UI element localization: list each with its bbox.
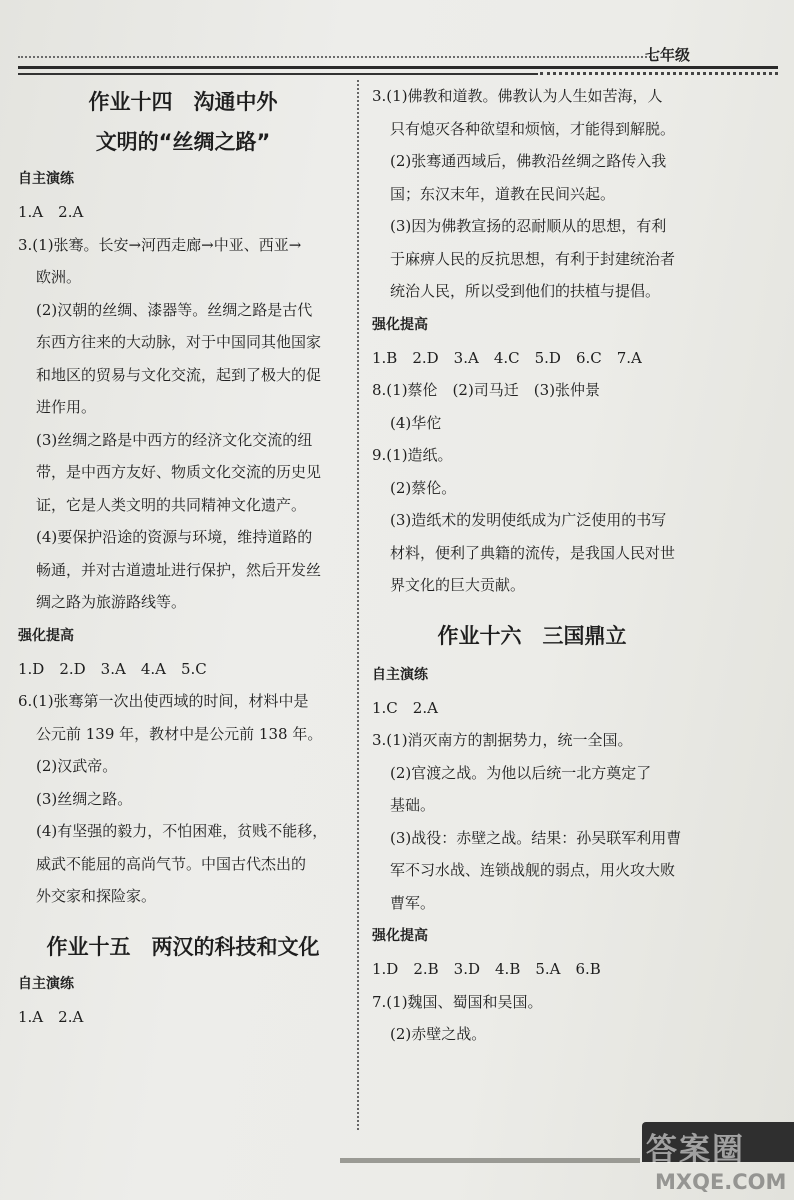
answer-line: (3)因为佛教宣扬的忍耐顺从的思想，有利 [390, 217, 667, 235]
answer-line: 1.D 2.D 3.A 4.A 5.C [18, 659, 207, 678]
answer-line: (2)张骞通西域后，佛教沿丝绸之路传入我 [390, 152, 667, 170]
answer-line: (4)华佗 [390, 413, 442, 432]
answer-line: 军不习水战、连锁战舰的弱点，用火攻大败 [390, 861, 676, 879]
answer-line: 9.(1)造纸。 [372, 446, 453, 464]
answer-line: 界文化的巨大贡献。 [390, 576, 526, 594]
header-dotted-rule [540, 72, 778, 75]
answer-line: 国；东汉末年，道教在民间兴起。 [390, 184, 616, 203]
footer-strip [340, 1158, 640, 1163]
answer-line: (4)有坚强的毅力，不怕困难，贫贱不能移， [36, 822, 328, 840]
answer-line: 统治人民，所以受到他们的扶植与提倡。 [390, 282, 661, 300]
header-rule [18, 66, 778, 69]
watermark-url: MXQE.COM [655, 1170, 787, 1194]
answer-line: 1.B 2.D 3.A 4.C 5.D 6.C 7.A [372, 348, 642, 367]
answer-line: 畅通，并对古道遗址进行保护，然后开发丝 [36, 560, 322, 579]
answer-line: 只有熄灭各种欲望和烦恼，才能得到解脱。 [390, 119, 676, 138]
answer-line: 1.A 2.A [18, 203, 84, 221]
answer-line: 绸之路为旅游路线等。 [36, 593, 187, 611]
answer-line: 3.(1)消灭南方的割据势力，统一全国。 [372, 731, 633, 749]
subheading-advanced: 强化提高 [372, 316, 428, 333]
answer-line: 欧洲。 [36, 268, 82, 286]
answer-line: (2)官渡之战。为他以后统一北方奠定了 [390, 763, 652, 782]
watermark-logo: 答案圈 [646, 1132, 745, 1168]
answer-line: (4)要保护沿途的资源与环境，维持道路的 [36, 528, 313, 546]
answer-line: 1.A 2.A [18, 1007, 84, 1026]
answer-line: (2)赤壁之战。 [390, 1025, 487, 1043]
answer-line: (3)战役：赤壁之战。结果：孙吴联军利用曹 [390, 828, 682, 847]
answer-line: 3.(1)佛教和道教。佛教认为人生如苦海，人 [372, 87, 663, 105]
answer-line: 外交家和探险家。 [36, 887, 157, 905]
answer-line: 东西方往来的大动脉，对于中国同其他国家 [36, 333, 322, 351]
section-title-16: 作业十六 三国鼎立 [437, 623, 627, 648]
answer-line: 曹军。 [390, 893, 436, 912]
answer-line: 公元前 139 年，教材中是公元前 138 年。 [36, 724, 323, 743]
answer-line: 威武不能屈的高尚气节。中国古代杰出的 [36, 854, 307, 873]
header-dotted-line [18, 56, 658, 58]
answer-line: 6.(1)张骞第一次出使西域的时间，材料中是 [18, 692, 309, 710]
header-rule-secondary [18, 73, 538, 75]
left-column [18, 80, 348, 1033]
subheading-advanced: 强化提高 [372, 928, 428, 944]
answer-line: 进作用。 [36, 398, 97, 416]
answer-line: 1.C 2.A [372, 698, 438, 717]
answer-line: 带，是中西方友好、物质文化交流的历史见 [36, 463, 322, 481]
answer-line: 材料，便利了典籍的流传，是我国人民对世 [390, 543, 676, 562]
answer-line: 基础。 [390, 796, 436, 814]
section-title-14-line1: 作业十四 沟通中外 [88, 90, 278, 114]
right-column [372, 80, 692, 1051]
answer-line: 和地区的贸易与文化交流，起到了极大的促 [36, 365, 322, 384]
answer-line: 7.(1)魏国、蜀国和吴国。 [372, 992, 543, 1011]
answer-line: 1.D 2.B 3.D 4.B 5.A 6.B [372, 960, 601, 978]
answer-line: 3.(1)张骞。长安→河西走廊→中亚、西亚→ [18, 235, 302, 254]
answer-line: 于麻痹人民的反抗思想，有利于封建统治者 [390, 249, 676, 268]
section-title-15: 作业十五 两汉的科技和文化 [46, 934, 320, 959]
answer-line: 证，它是人类文明的共同精神文化遗产。 [36, 495, 307, 514]
answer-line: (3)丝绸之路。 [36, 789, 133, 808]
answer-line: (2)汉武帝。 [36, 757, 118, 775]
column-divider [357, 80, 359, 1130]
subheading-practice: 自主演练 [18, 171, 74, 187]
subheading-practice: 自主演练 [18, 975, 74, 992]
answer-line: (3)丝绸之路是中西方的经济文化交流的纽 [36, 430, 313, 449]
subheading-advanced: 强化提高 [18, 627, 74, 644]
answer-line: (3)造纸术的发明使纸成为广泛使用的书写 [390, 511, 667, 529]
answer-line: (2)蔡伦。 [390, 478, 457, 497]
section-title-14-line2: 文明的“丝绸之路” [95, 130, 271, 154]
answer-line: (2)汉朝的丝绸、漆器等。丝绸之路是古代 [36, 300, 313, 319]
subheading-practice: 自主演练 [372, 666, 428, 683]
answer-line: 8.(1)蔡伦 (2)司马迁 (3)张仲景 [372, 381, 601, 399]
grade-label: 七年级 [644, 46, 690, 64]
